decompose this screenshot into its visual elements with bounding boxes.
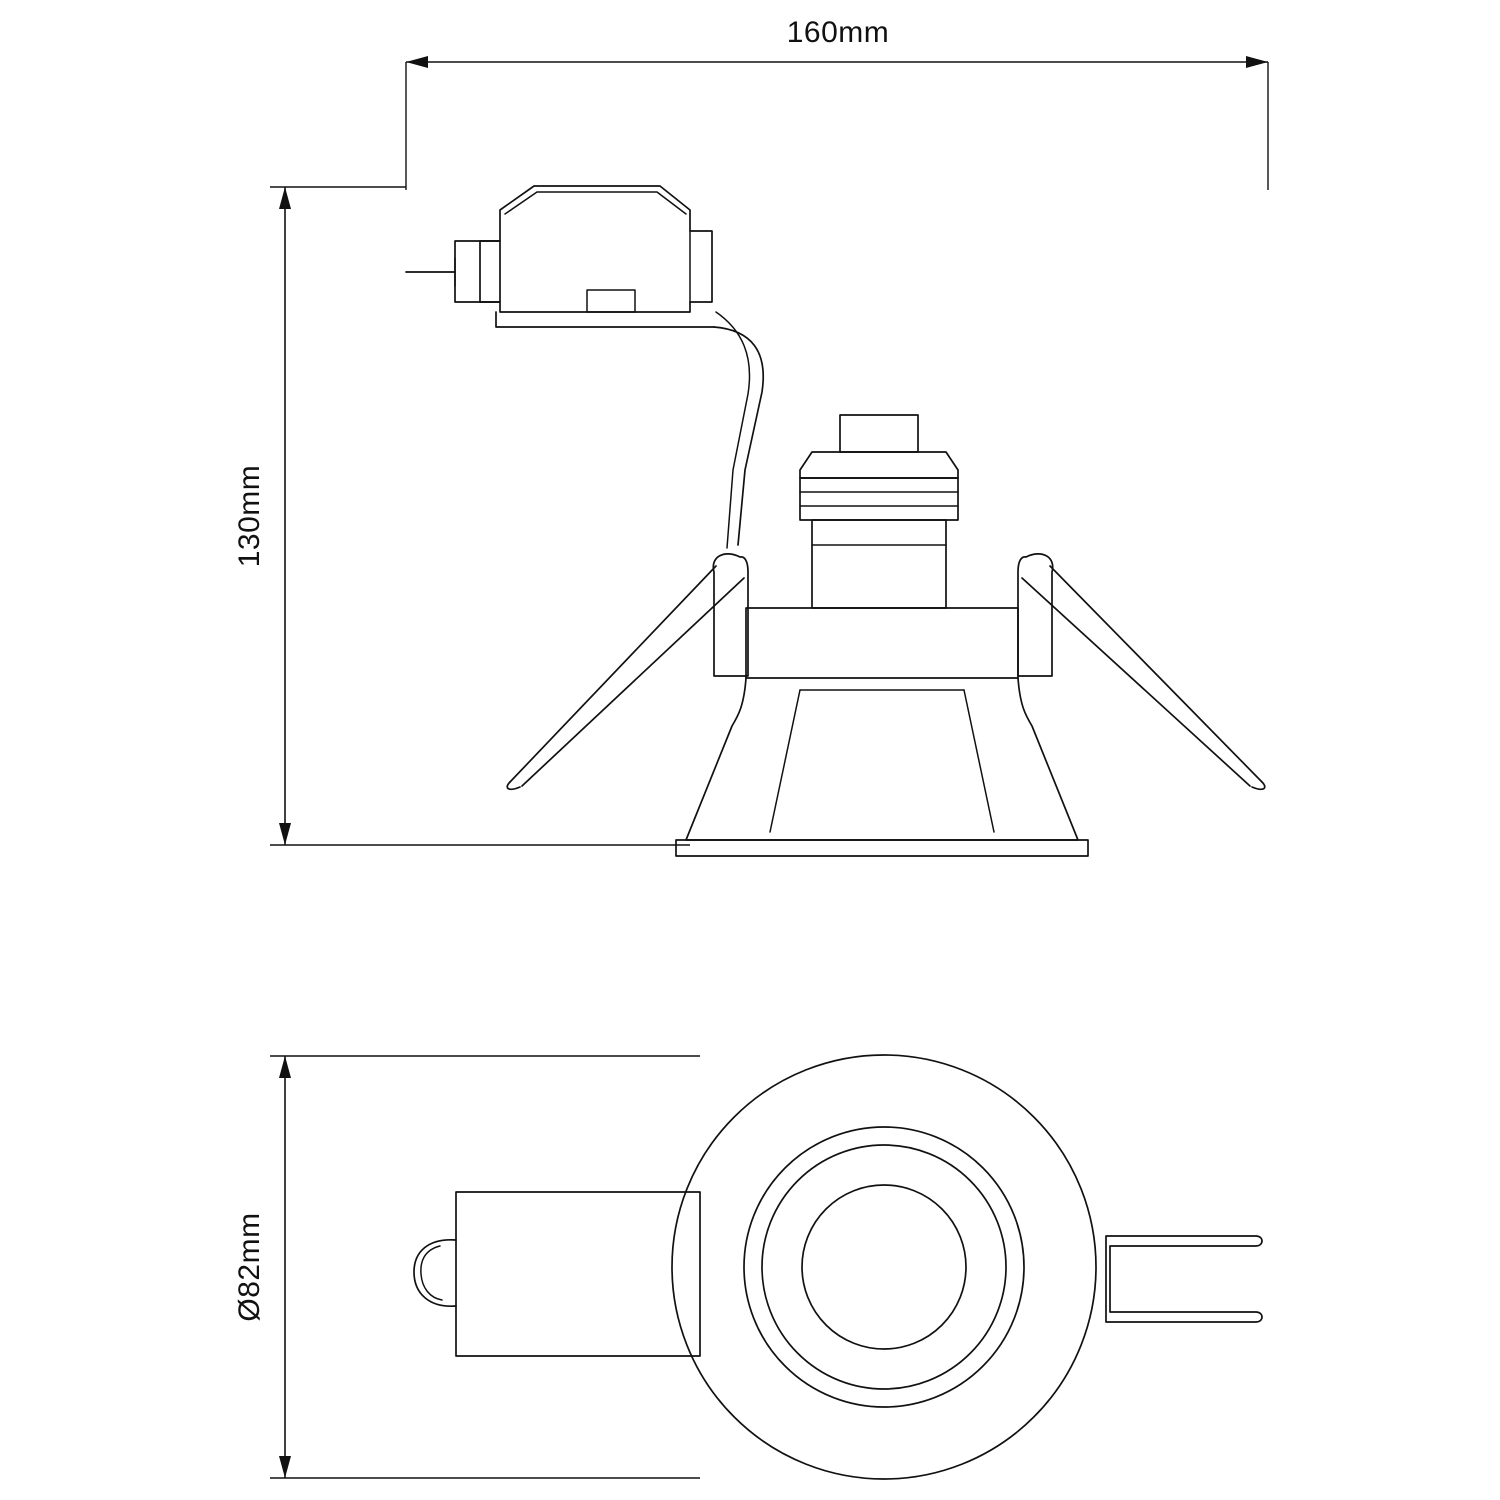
width-dimension-label: 160mm [786,16,890,49]
spring-clip-left-arm-b [522,578,744,786]
height-dimension-label: 130mm [233,464,266,568]
plan-reflector-circle [744,1127,1024,1407]
width-dimension-group [406,56,1268,190]
diameter-arrow-top [279,1056,291,1078]
side-elevation-view [406,186,1265,856]
cable-gland [455,241,500,302]
reflector-cone-inner-right [964,690,994,832]
spring-clip-left-body [713,554,748,676]
spring-clip-right-arm-b [1022,578,1250,786]
spring-clip-right-body [1018,554,1053,676]
plan-bezel-outer-circle [672,1055,1096,1479]
bezel-rim [676,840,1088,856]
lampholder-body [800,478,958,520]
plan-aperture-circle [802,1185,966,1349]
width-arrow-right [1246,56,1268,68]
plan-junction-box [456,1192,700,1356]
plan-reflector-inner-circle [762,1145,1006,1389]
spring-clip-left-tip [507,782,520,789]
height-arrow-bottom [279,823,291,845]
reflector-cone-inner-left [770,690,800,832]
lampholder-barrel [812,520,946,608]
width-arrow-left [406,56,428,68]
spring-clip-right-arm-a [1050,566,1262,782]
diameter-dimension-group [270,1056,700,1478]
housing-flange [746,608,1018,678]
bracket-arm-inner [716,312,750,548]
plan-spring-clip-right [1106,1236,1262,1322]
plan-cable-gland-inner [421,1246,442,1300]
lampholder-shoulder [800,452,958,478]
junction-box-top-edge [505,192,686,214]
bracket-arm-right [714,327,763,545]
diameter-arrow-bottom [279,1456,291,1478]
bracket-strap [496,312,714,327]
height-arrow-top [279,187,291,209]
spring-clip-left-arm-a [510,566,716,782]
junction-box-outline [480,186,712,312]
plan-view [414,1055,1262,1479]
spring-clip-right-tip [1252,782,1265,789]
junction-box-tab [587,290,635,312]
reflector-cone-outer [686,678,1078,840]
lampholder-cap [840,415,918,452]
diameter-dimension-label: Ø82mm [233,1212,266,1322]
